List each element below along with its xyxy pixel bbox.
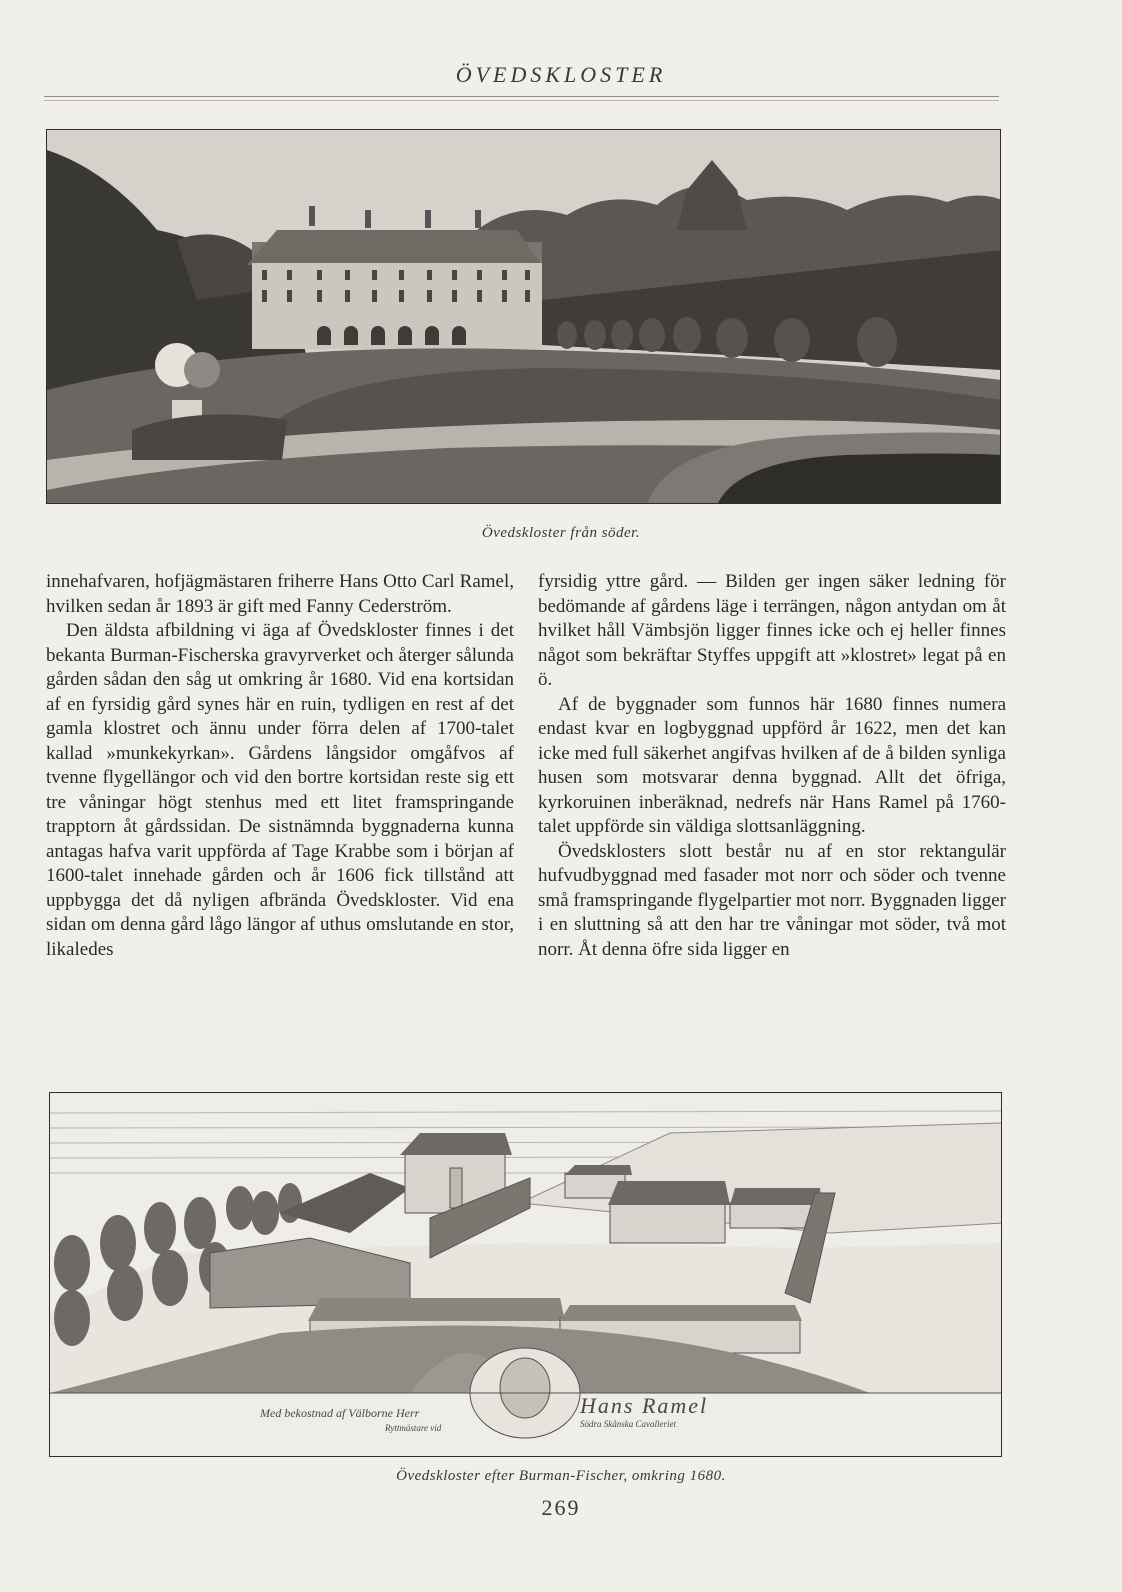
paragraph: Övedsklosters slott består nu af en stor rektangulär hufvudbyggnad med fasader mot norr och söder och tvenne små framspringande flygelpartier mot norr. Byggnaden ligger i en sluttning så att den har tre våningar mot söder, två mot norr. Åt denna öfre sida ligger en — [538, 840, 1007, 960]
engraving-inscription-name: Hans Ramel — [580, 1393, 709, 1418]
paragraph: Af de byggnader som funnos här 1680 finnes numera endast kvar en logbyggnad uppförd år 1622, men det kan icke med full säkerhet angifvas hvilken af de å bilden synliga husen som motsvarar denna byggnad. Allt det öfriga, kyrkoruinen inberäknad, nedrefs när Hans Ramel på 1760-talet uppförde sin väldiga slottsanläggning. — [538, 693, 1006, 837]
right-column — [538, 570, 1006, 962]
header-rule — [44, 96, 999, 101]
paragraph: innehafvaren, hofjägmästaren friherre Hans Otto Carl Ramel, hvilken sedan år 1893 är gift med Fanny Cederström. — [46, 571, 514, 617]
engraving-caption: Övedskloster efter Burman-Fischer, omkring 1680. — [396, 1468, 726, 1484]
engraving-icon — [50, 1093, 1002, 1457]
engraving-inscription-left: Med bekostnad af Välborne Herr — [260, 1406, 420, 1420]
manor-photo-icon — [47, 130, 1001, 504]
paragraph: fyrsidig yttre gård. — Bilden ger ingen säker ledning för bedömande af gårdens läge i terrängen, någon antydan om åt hvilket håll Vämbsjön ligger finnes icke och ej heller finnes något som bekräftar Styffes uppgift att »klostret» legat på en ö. — [538, 571, 1006, 690]
paragraph: Den äldsta afbildning vi äga af Övedskloster finnes i det bekanta Burman-Fischerska gravyrverket och återger sålunda gården sådan den såg ut omkring år 1680. Vid ena kortsidan af en fyrsidig gård synes här en ruin, tydligen en rest af det gamla klostret och ännu under förra delen af 1700-talet kallad »munkekyrkan». Gårdens långsidor omgåfvos af tvenne flygellängor och vid den bortre kortsidan reste sig ett tre våningar högt stenhus med ett litet framspringande trapptorn åt gårdssidan. De sistnämnda byggnaderna kunna antagas hafva varit uppförda af Tage Krabbe som i början af 1600-talet innehade gården och år 1606 fick tillstånd att uppbygga det då nyligen afbrända Övedskloster. Vid ena sidan om denna gård lågo längor af uthus omslutande en stor, likaledes — [46, 620, 514, 960]
left-column — [46, 570, 514, 962]
manor-photo — [46, 129, 1001, 504]
engraving-figure — [49, 1092, 1002, 1457]
photo-caption: Övedskloster från söder. — [481, 525, 641, 541]
engraving-inscription-left-sub: Ryttmästare vid — [385, 1423, 442, 1433]
page-number: 269 — [541, 1495, 581, 1520]
engraving-inscription-right-sub: Södra Skånska Cavalleriet — [580, 1419, 676, 1429]
running-head: ÖVEDSKLOSTER — [455, 62, 667, 87]
